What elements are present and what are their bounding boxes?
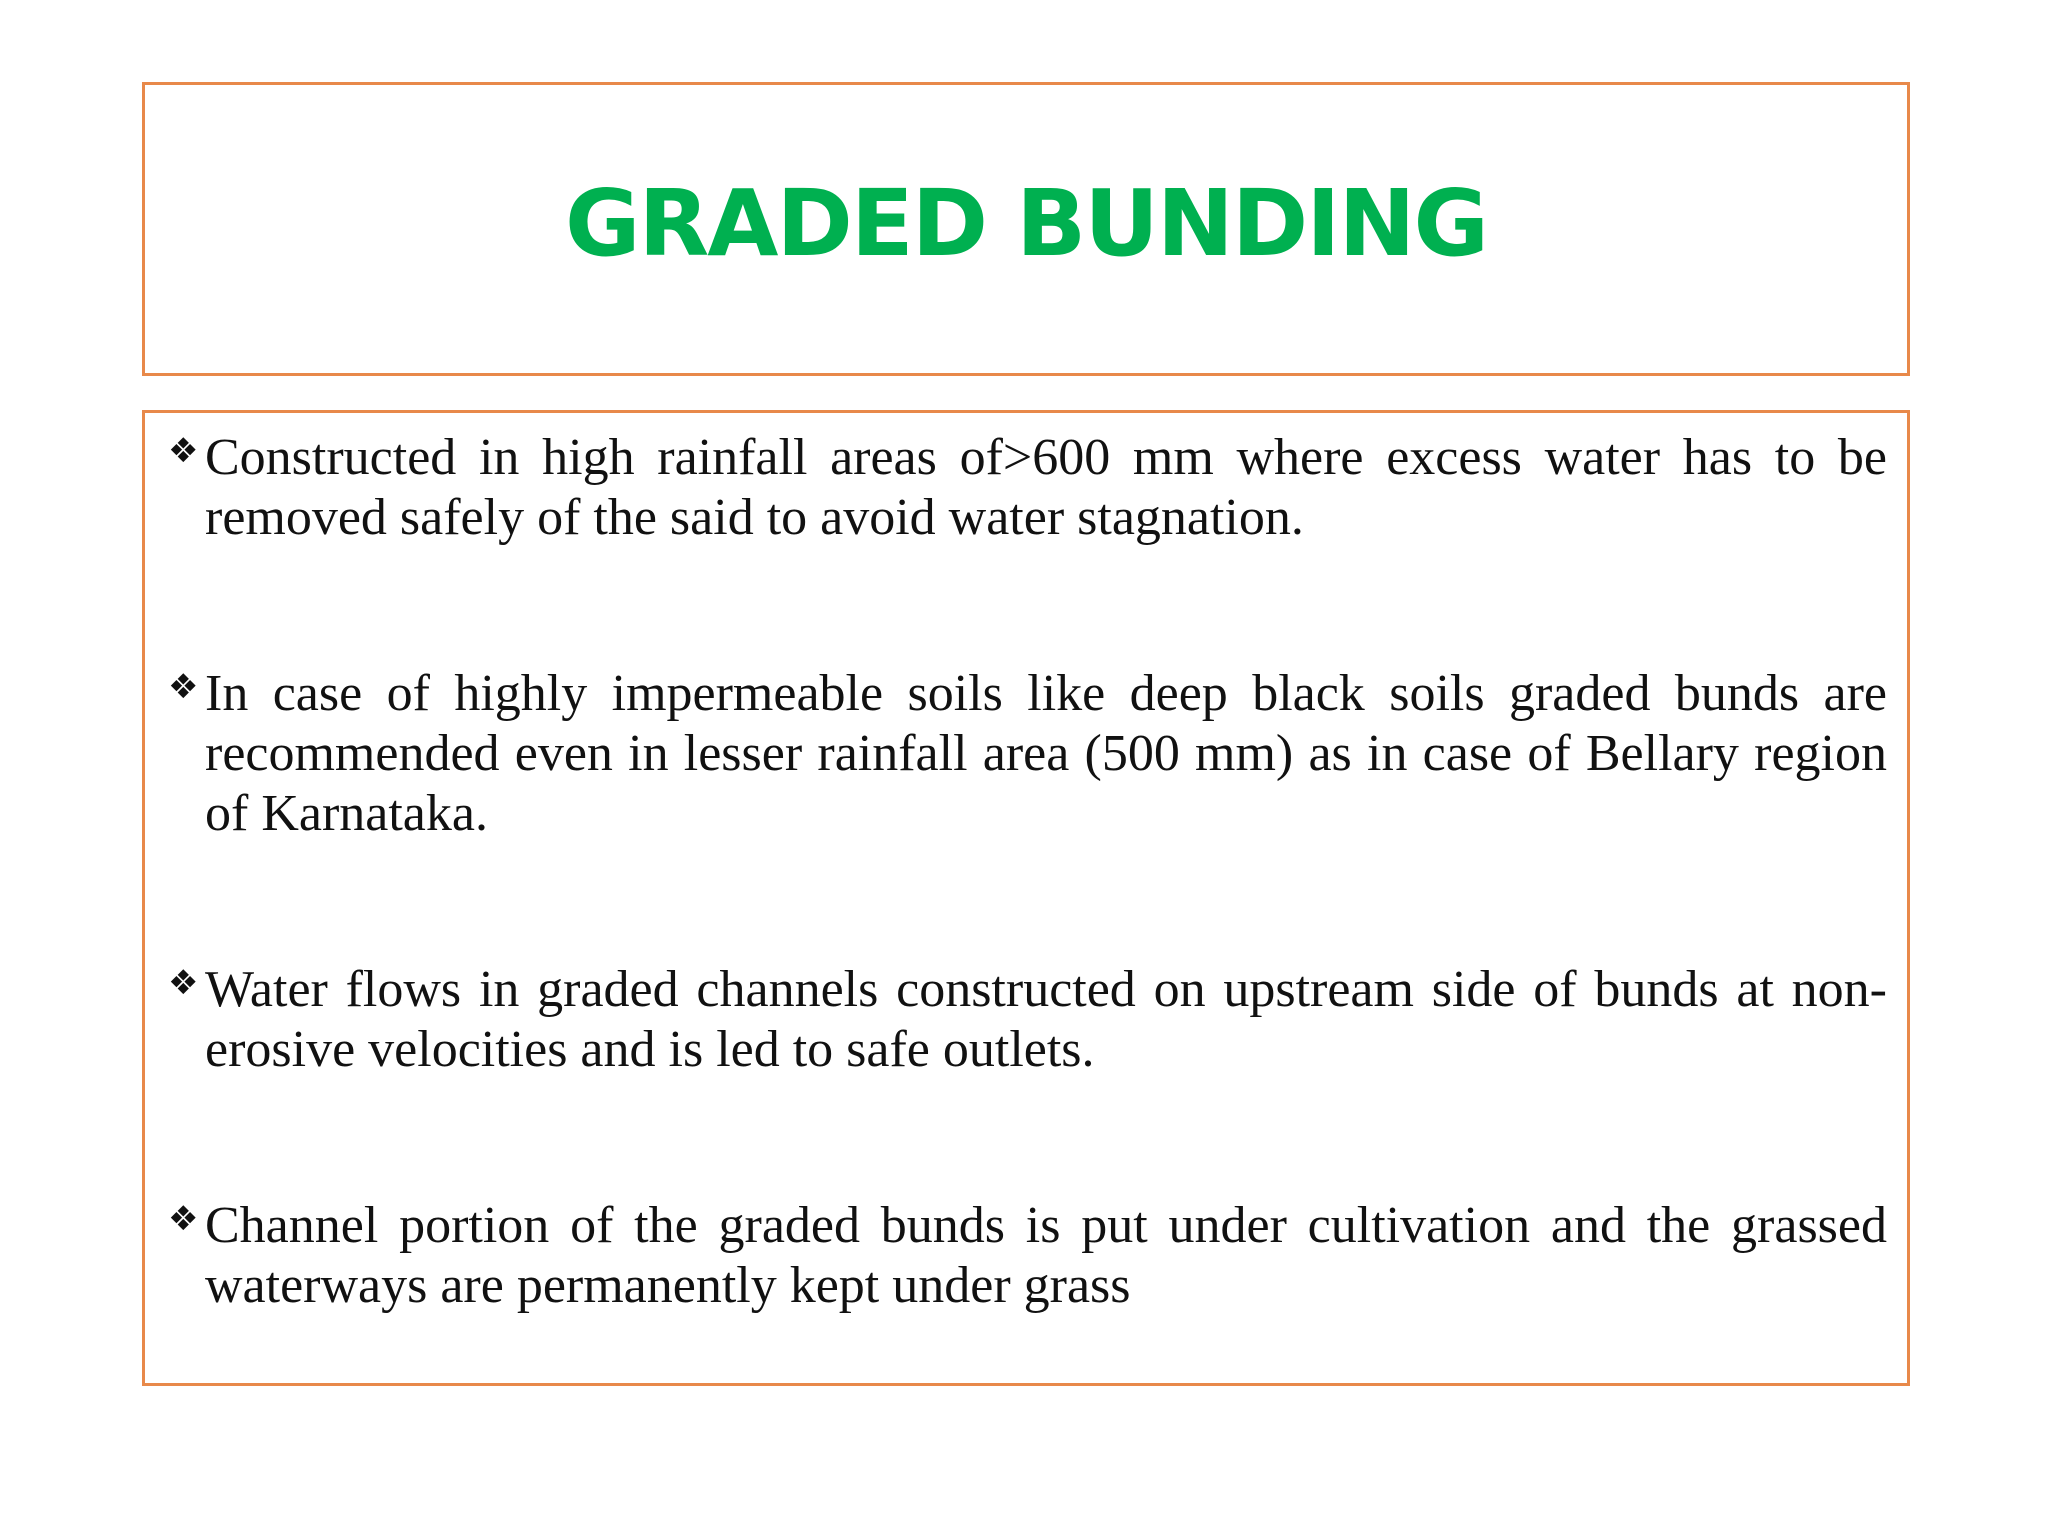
title-box [142,82,1910,376]
bullet-text: In case of highly impermeable soils like deep black soils graded bunds are recommended even in lesser rainfall area (500 mm) as in case of Bellary region of Karnataka. [205,665,1887,842]
bullet-item [168,1189,1887,1316]
bullet-text: Constructed in high rainfall areas of>600 mm where excess water has to be removed safely of the said to avoid water stagnation. [205,429,1887,546]
diamond-bullet-icon: ❖ [168,963,199,1003]
bullet-item [168,657,1887,844]
diamond-bullet-icon: ❖ [168,431,199,471]
bullet-item [168,953,1887,1080]
bullet-text: Channel portion of the graded bunds is put under cultivation and the grassed waterways are permanently kept under grass [205,1197,1887,1314]
bullet-text: Water flows in graded channels constructed on upstream side of bunds at non-erosive velocities and is led to safe outlets. [205,961,1887,1078]
bullet-item [168,421,1887,548]
bullet-list [142,410,1910,1386]
diamond-bullet-icon: ❖ [168,667,199,707]
diamond-bullet-icon: ❖ [168,1199,199,1239]
slide-title: GRADED BUNDING [564,169,1488,277]
